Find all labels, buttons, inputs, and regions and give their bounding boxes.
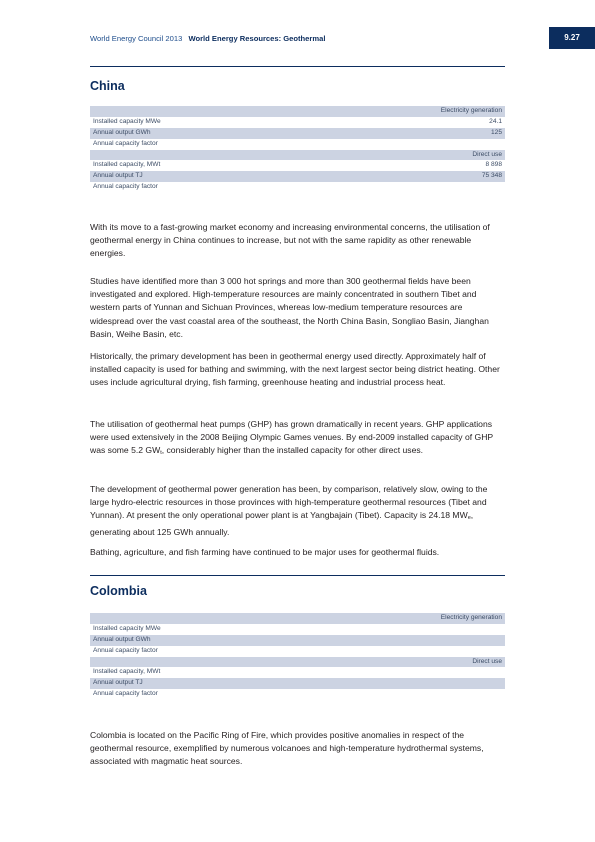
china-paragraph-4-text: The utilisation of geothermal heat pumps (GHP) has grown dramatically in recent years. GHP applications were used extensively in the 2008 Beijing Olympic Games venues. By end-2009 installed capacity of GHP was some 5.2 GW — [90, 419, 494, 456]
table-row-value: Electricity generation — [440, 614, 502, 621]
table-row-label: Installed capacity MWe — [93, 624, 161, 632]
table-row-value: Direct use — [472, 150, 502, 158]
table-row — [90, 139, 505, 150]
table-row-value: 125 — [490, 128, 502, 136]
table-row — [90, 117, 505, 128]
table-row-value: 75 348 — [481, 172, 502, 180]
table-row — [90, 150, 505, 161]
table-row-label: Annual capacity factor — [93, 139, 158, 147]
publication-title: World Energy Resources: Geothermal — [188, 34, 326, 43]
publication-name: World Energy Council 2013 — [90, 34, 183, 43]
table-row-label: Annual output GWh — [93, 128, 151, 136]
table-row-value: 24.1 — [489, 117, 502, 125]
china-paragraph-5 — [90, 483, 506, 539]
table-row-value: Electricity generation — [440, 107, 502, 114]
table-row-label: Annual capacity factor — [93, 183, 158, 191]
table-row — [90, 171, 505, 182]
table-row-label: Installed capacity, MWt — [93, 668, 161, 676]
table-row — [90, 182, 505, 193]
section-title-colombia: Colombia — [90, 584, 147, 598]
china-paragraph-2: Studies have identified more than 3 000 hot springs and more than 300 geothermal fields have been investigated and explored. High-temperature resources are mainly concentrated in southern Tibet and western parts of Yunnan and Sichuan Provinces, whereas low-medium temperature resources are widespread over the vast coastal area of the southeast, the North China Basin, Songliao Basin, Jianghan Basin, Weihe Basin, etc. — [90, 276, 489, 339]
page-number: 9.27 — [549, 27, 595, 49]
table-row-label: Annual output GWh — [93, 635, 151, 643]
table-row-label: Annual output TJ — [93, 679, 143, 687]
china-paragraph-4 — [90, 418, 506, 461]
table-row-value: 8 898 — [485, 161, 502, 169]
table-row — [90, 128, 505, 139]
colombia-data-table — [90, 613, 505, 700]
china-paragraph-6: Bathing, agriculture, and fish farming have continued to be major uses for geothermal fluids. — [90, 547, 440, 557]
unit-subscript: t — [160, 450, 162, 457]
table-row — [90, 613, 505, 624]
table-row-label: Annual output TJ — [93, 172, 143, 180]
table-row — [90, 160, 505, 171]
section-title-china: China — [90, 79, 125, 93]
table-row-label: Annual capacity factor — [93, 690, 158, 698]
table-row — [90, 657, 505, 668]
running-header — [90, 34, 325, 43]
section-divider — [90, 575, 505, 576]
table-row — [90, 106, 505, 117]
unit-subscript: e — [467, 515, 471, 522]
colombia-paragraph-1: Colombia is located on the Pacific Ring of Fire, which provides positive anomalies in respect of the geothermal resource, exemplified by numerous volcanoes and high-temperature hydrothermal systems, associated with magmatic heat sources. — [90, 730, 484, 767]
table-row — [90, 678, 505, 689]
table-row-label: Installed capacity MWe — [93, 117, 161, 125]
china-paragraph-5-text-end: , generating about 125 GWh annually. — [90, 510, 474, 537]
china-paragraph-1: With its move to a fast-growing market economy and increasing environmental concerns, the utilisation of geothermal energy in China continues to increase, but not with the same rapidity as other renewable energies. — [90, 222, 490, 259]
table-row-label: Annual capacity factor — [93, 646, 158, 654]
china-paragraph-3: Historically, the primary development has been in geothermal energy used directly. Approximately half of installed capacity is used for bathing and swimming, with the next largest sector being district heating. Other uses include agricultural drying, fish farming, greenhouse heating and industrial process heat. — [90, 351, 500, 388]
table-row — [90, 667, 505, 678]
table-row — [90, 635, 505, 646]
table-row — [90, 689, 505, 700]
china-paragraph-4-text-end: , considerably higher than the installed capacity for other direct uses. — [161, 445, 424, 456]
table-row — [90, 624, 505, 635]
table-row-label: Installed capacity, MWt — [93, 161, 161, 169]
table-row — [90, 646, 505, 657]
china-data-table — [90, 106, 505, 193]
section-divider — [90, 66, 505, 67]
table-row-value: Direct use — [472, 657, 502, 665]
china-paragraph-5-text: The development of geothermal power generation has been, by comparison, relatively slow, owing to the large hydro-electric resources in those provinces with high-temperature geothermal resources (Tibet and Yunnan). At present the only operational power plant is at Yangbajain (Tibet). Capacity is 24.18 MW — [90, 484, 488, 521]
